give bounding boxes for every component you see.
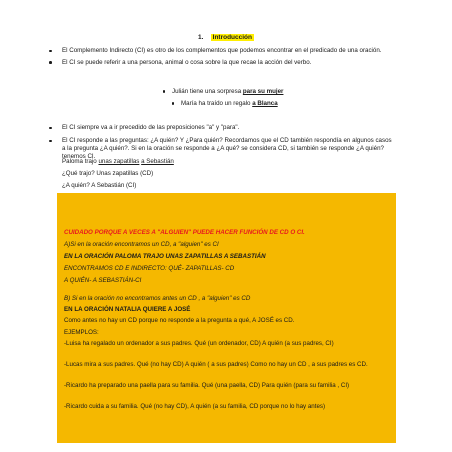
box-case-b-sentence: EN LA ORACIÓN NATALIA QUIERE A JOSÉ — [64, 306, 191, 313]
intro-bullet-1: El Complemento Indirecto (CI) es otro de los complementos que podemos encontrar en el predicado de una oración. — [62, 46, 392, 56]
sentence-cd: unas zapatillas — [98, 158, 140, 165]
box-example-2: -Lucas mira a sus padres. Qué (no hay CD) A quién ( a sus padres) Como no hay un CD , a sus padres es CD. — [64, 361, 368, 368]
bullet-dot — [163, 90, 165, 92]
example-2-ci: a Blanca — [252, 100, 278, 107]
question-quien: ¿A quién? A Sebastián (CI) — [62, 182, 137, 189]
intro-bullet-2: El CI se puede referir a una persona, animal o cosa sobre la que recae la acción del verbo. — [62, 58, 392, 68]
highlight-box — [57, 193, 396, 443]
example-1-text: Julián tiene una sorpresa — [172, 88, 243, 95]
box-warning: CUIDADO PORQUE A VECES A "ALGUIEN" PUEDE HACER FUNCIÓN DE CD O CI. — [64, 229, 305, 236]
sentence-start: Paloma trajo — [62, 158, 99, 165]
box-case-b: B) Si en la oración no encontramos antes un CD , a "alguien" es CD — [64, 295, 251, 302]
box-example-1: -Luisa ha regalado un ordenador a sus padres. Qué (un ordenador, CD) A quién (a sus padres, CI) — [64, 340, 334, 347]
box-example-4: -Ricardo cuida a su familia. Qué (no hay CD), A quién (a su familia, CD porque no lo hay antes) — [64, 403, 326, 410]
box-case-a: A)Si en la oración encontramos un CD, a "alguien" es CI — [64, 241, 219, 248]
box-examples-label: EJEMPLOS: — [64, 329, 99, 336]
sentence-ci: a Sebastián — [141, 158, 174, 165]
heading-number: 1. — [197, 34, 204, 41]
box-case-a-found: ENCONTRAMOS CD E INDIRECTO: QUÉ- ZAPATILLAS- CD — [64, 265, 235, 272]
heading-title: Introducción — [212, 34, 252, 41]
example-2-text: María ha traído un regalo — [181, 100, 253, 107]
box-case-a-sentence: EN LA ORACIÓN PALOMA TRAJO UNAS ZAPATILLAS A SEBASTIÁN — [64, 253, 266, 260]
rule-bullet-2: El CI responde a las preguntas: ¿A quién? Y ¿Para quién? Recordamos que el CD también respondía en algunos casos a la pregunta ¿A quién?. Si en la oración se responde a ¿A qué? se considera CD, si también se responde ¿A quién? tenemos CI. — [62, 137, 392, 160]
example-sentence-1 — [172, 87, 283, 96]
box-example-3: -Ricardo ha preparado una paella para su familia. Qué (una paella, CD) Para quién (para su familia , CI) — [64, 382, 350, 389]
section-heading — [0, 34, 452, 41]
rules-bullet-list — [62, 124, 392, 161]
intro-bullet-list — [62, 46, 392, 75]
example-1-ci: para su mujer — [242, 88, 284, 95]
box-case-b-explain: Como antes no hay un CD porque no responde a la pregunta a qué, A JOSÉ es CD. — [64, 317, 295, 324]
question-que: ¿Qué trajo? Unas zapatillas (CD) — [62, 170, 154, 177]
example-sentence-paloma — [62, 158, 174, 166]
example-sentence-2 — [181, 99, 278, 108]
bullet-dot — [172, 102, 174, 104]
rule-bullet-1: El CI siempre va a ir precedido de las preposiciones "a" y "para". — [62, 124, 392, 132]
box-case-a-ci: A QUIÉN- A SEBASTIÁN-CI — [64, 277, 142, 284]
